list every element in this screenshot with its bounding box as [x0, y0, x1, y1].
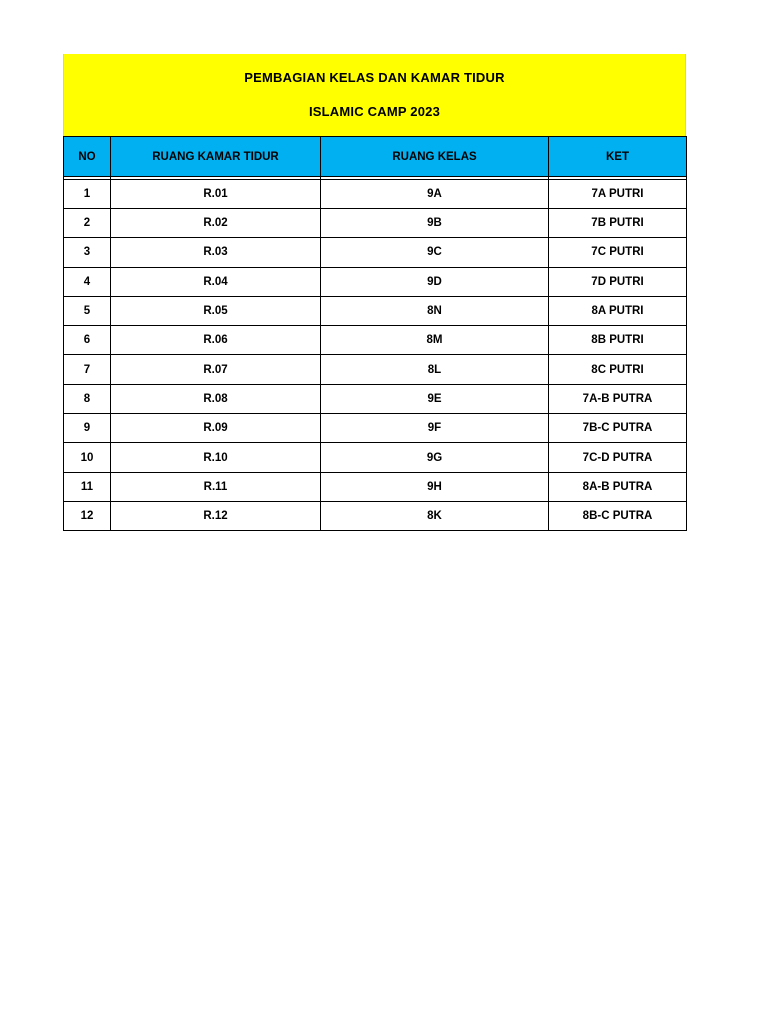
title-block — [63, 54, 686, 136]
cell-ruang-kelas: 9G — [321, 443, 549, 472]
cell-no: 2 — [64, 209, 111, 238]
table-row — [64, 267, 687, 296]
table-row — [64, 501, 687, 530]
cell-ruang-kamar-tidur: R.08 — [111, 384, 321, 413]
table-row — [64, 238, 687, 267]
header-ruang-kelas: RUANG KELAS — [321, 137, 549, 177]
cell-ruang-kelas: 9E — [321, 384, 549, 413]
table-row — [64, 443, 687, 472]
cell-no: 10 — [64, 443, 111, 472]
cell-ket: 7A PUTRI — [549, 180, 687, 209]
table-row — [64, 296, 687, 325]
cell-ket: 7C-D PUTRA — [549, 443, 687, 472]
cell-ruang-kamar-tidur: R.09 — [111, 414, 321, 443]
table-row — [64, 472, 687, 501]
cell-no: 4 — [64, 267, 111, 296]
cell-ruang-kamar-tidur: R.11 — [111, 472, 321, 501]
cell-no: 12 — [64, 501, 111, 530]
cell-ruang-kelas: 8L — [321, 355, 549, 384]
cell-ruang-kamar-tidur: R.06 — [111, 326, 321, 355]
table-row — [64, 355, 687, 384]
document-subtitle: ISLAMIC CAMP 2023 — [308, 104, 441, 119]
cell-ket: 8C PUTRI — [549, 355, 687, 384]
cell-ruang-kamar-tidur: R.02 — [111, 209, 321, 238]
cell-ruang-kamar-tidur: R.10 — [111, 443, 321, 472]
cell-ket: 7B-C PUTRA — [549, 414, 687, 443]
cell-ruang-kelas: 9B — [321, 209, 549, 238]
cell-ruang-kelas: 9C — [321, 238, 549, 267]
spreadsheet-sheet — [63, 54, 686, 531]
cell-ket: 7A-B PUTRA — [549, 384, 687, 413]
table-row — [64, 326, 687, 355]
cell-no: 7 — [64, 355, 111, 384]
cell-ruang-kamar-tidur: R.01 — [111, 180, 321, 209]
cell-no: 9 — [64, 414, 111, 443]
cell-no: 1 — [64, 180, 111, 209]
header-ket: KET — [549, 137, 687, 177]
cell-ket: 8A PUTRI — [549, 296, 687, 325]
cell-ket: 8A-B PUTRA — [549, 472, 687, 501]
room-assignment-table — [63, 136, 687, 531]
table-row — [64, 384, 687, 413]
table-row — [64, 180, 687, 209]
table-header-row — [64, 137, 687, 177]
cell-ket: 7D PUTRI — [549, 267, 687, 296]
cell-ruang-kamar-tidur: R.12 — [111, 501, 321, 530]
cell-no: 6 — [64, 326, 111, 355]
cell-no: 8 — [64, 384, 111, 413]
cell-ruang-kelas: 8M — [321, 326, 549, 355]
cell-no: 11 — [64, 472, 111, 501]
cell-ket: 8B-C PUTRA — [549, 501, 687, 530]
cell-ruang-kelas: 8N — [321, 296, 549, 325]
table-row — [64, 209, 687, 238]
cell-ruang-kamar-tidur: R.05 — [111, 296, 321, 325]
cell-ruang-kelas: 8K — [321, 501, 549, 530]
table-body — [64, 180, 687, 531]
cell-no: 3 — [64, 238, 111, 267]
cell-ruang-kamar-tidur: R.04 — [111, 267, 321, 296]
cell-ruang-kelas: 9A — [321, 180, 549, 209]
header-ruang-kamar-tidur: RUANG KAMAR TIDUR — [111, 137, 321, 177]
document-title: PEMBAGIAN KELAS DAN KAMAR TIDUR — [244, 70, 505, 85]
cell-ruang-kelas: 9D — [321, 267, 549, 296]
cell-ket: 7B PUTRI — [549, 209, 687, 238]
cell-ket: 8B PUTRI — [549, 326, 687, 355]
cell-ruang-kelas: 9F — [321, 414, 549, 443]
cell-ruang-kelas: 9H — [321, 472, 549, 501]
cell-ruang-kamar-tidur: R.03 — [111, 238, 321, 267]
cell-no: 5 — [64, 296, 111, 325]
cell-ruang-kamar-tidur: R.07 — [111, 355, 321, 384]
header-no: NO — [64, 137, 111, 177]
cell-ket: 7C PUTRI — [549, 238, 687, 267]
table-row — [64, 414, 687, 443]
